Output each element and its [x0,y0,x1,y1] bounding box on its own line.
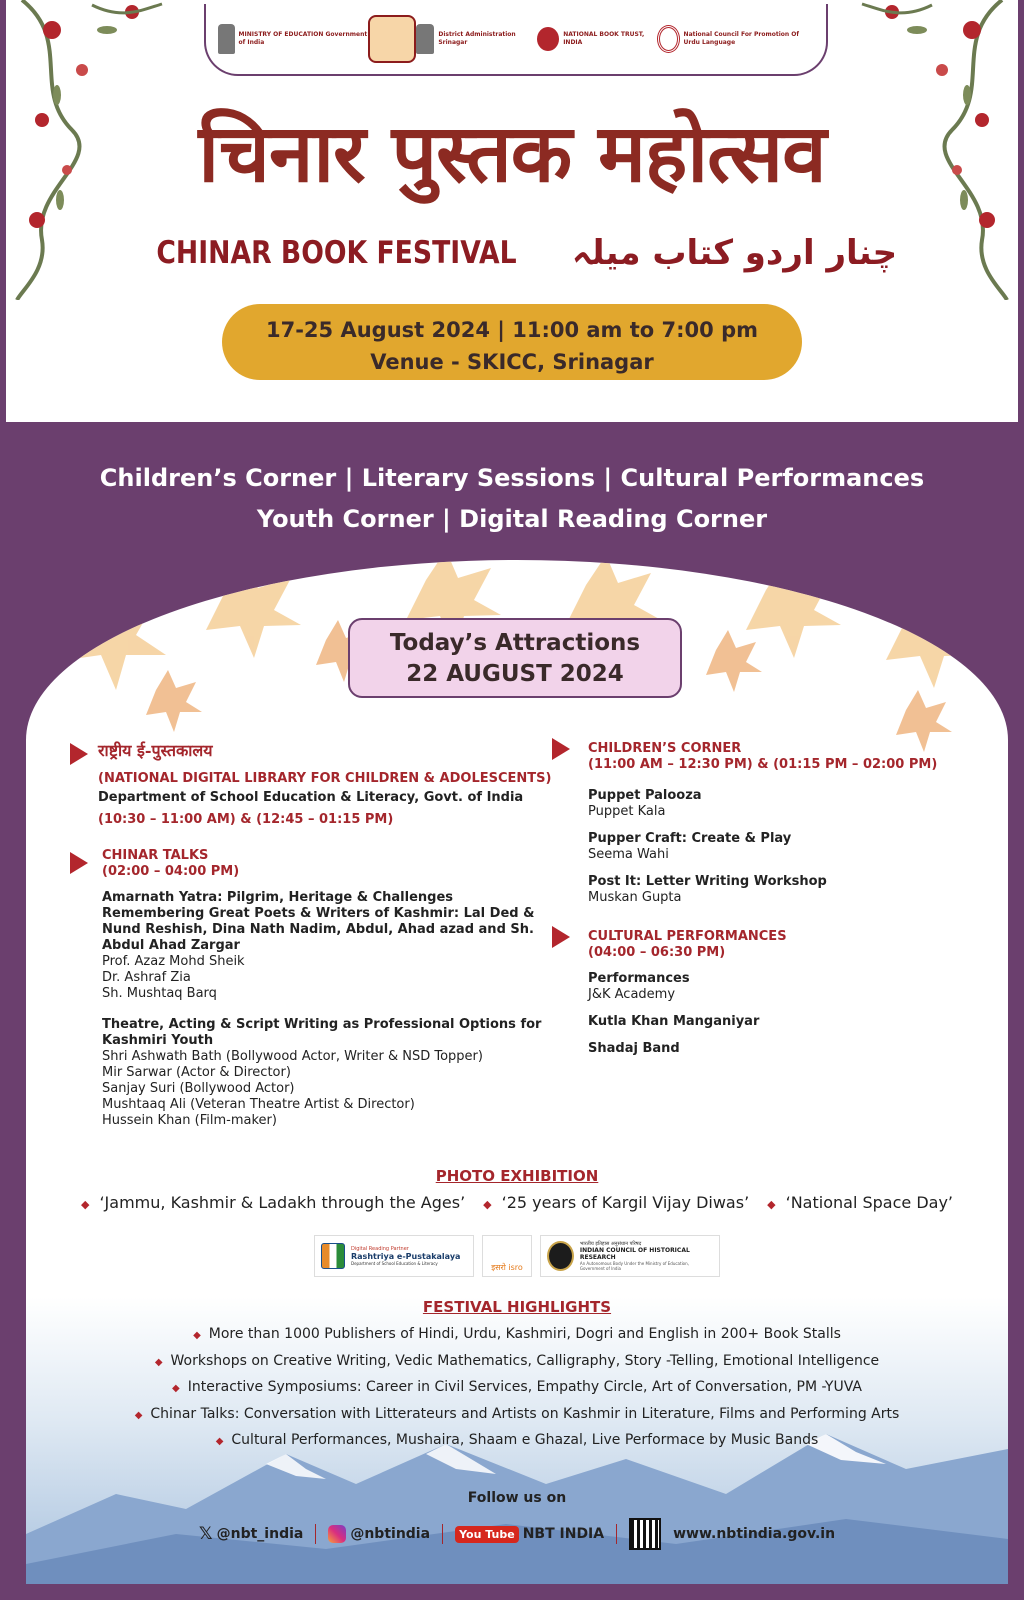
arrow-icon [552,926,570,948]
bullet-icon: ◆ [767,1198,776,1211]
cc-item-2-title: Pupper Craft: Create & Play [588,831,792,846]
ichr-logo: भारतीय इतिहास अनुसंधान परिषद INDIAN COUNCIL OF HISTORICAL RESEARCH An Autonomous Body Under the Ministry of Education, Government of India [540,1235,720,1277]
photo-exhibition-item: ◆ ‘National Space Day’ [767,1193,953,1212]
title-hindi: चिनार पुस्तक महोत्सव [198,106,826,200]
partner-logo-bar [204,4,828,76]
festival-highlights-list [26,1322,1008,1455]
photo-exhibition-list [26,1193,1008,1212]
book-logo-icon [368,15,416,63]
divider [616,1524,617,1544]
cultural-title: CULTURAL PERFORMANCES [588,929,787,944]
youtube-icon: You Tube [455,1526,519,1543]
follow-us-label: Follow us on [467,1490,567,1506]
bullet-icon: ◆ [81,1198,90,1211]
talk-1-title: Amarnath Yatra: Pilgrim, Heritage & Challenges Remembering Great Poets & Writers of Kashmir: Lal Ded & Nund Reshish, Dina Nath Nadim, Abdul, Ahad azad and Sh. Abdul Ahad Zargar [102,890,535,953]
bullet-icon: ◆ [154,1356,163,1368]
features-line-2: Youth Corner | Digital Reading Corner [256,505,768,533]
cc-item-1-title: Puppet Palooza [588,788,702,803]
qr-code-icon [629,1518,661,1550]
bullet-icon: ◆ [483,1198,492,1211]
photo-exhibition-item: ◆ ‘Jammu, Kashmir & Ladakh through the Ages’ [81,1193,466,1212]
x-link[interactable]: 𝕏 @nbt_india [198,1524,304,1544]
ncpul-logo: National Council For Promotion Of Urdu Language [657,25,814,53]
arrow-icon [552,738,570,760]
highlight-item: ◆ Workshops on Creative Writing, Vedic Mathematics, Calligraphy, Story -Telling, Emotional Intelligence [154,1352,880,1369]
ichr-emblem-icon [547,1241,574,1271]
arrow-icon [70,743,88,765]
bullet-icon: ◆ [193,1330,201,1341]
digital-library-time: (10:30 – 11:00 AM) & (12:45 – 01:15 PM) [98,812,394,827]
chinar-talks-time: (02:00 – 04:00 PM) [102,864,240,879]
youtube-link[interactable]: You Tube NBT INDIA [455,1526,604,1543]
cc-item-1-by: Puppet Kala [588,804,666,819]
bullet-icon: ◆ [134,1409,143,1421]
nbt-logo: NATIONAL BOOK TRUST, INDIA [537,27,656,51]
rashtriya-e-pustakalaya-logo: Digital Reading Partner Rashtriya e-Pustakalaya Department of School Education & Literacy [314,1235,474,1277]
photo-exhibition-item: ◆ ‘25 years of Kargil Vijay Diwas’ [483,1193,750,1212]
highlight-item: ◆ Interactive Symposiums: Career in Civil Services, Empathy Circle, Art of Conversation, PM -YUVA [172,1379,862,1395]
festival-highlights-title: FESTIVAL HIGHLIGHTS [422,1298,612,1316]
attractions-title: Today’s Attractions [389,630,641,656]
digital-library-subtitle: (NATIONAL DIGITAL LIBRARY FOR CHILDREN & ADOLESCENTS) [98,771,552,786]
cp-item-1-by: J&K Academy [588,987,676,1002]
cp-item-2-title: Kutla Khan Manganiyar [588,1014,760,1029]
book-icon [321,1243,345,1269]
x-icon: 𝕏 [198,1524,213,1544]
attractions-card [26,560,1008,1584]
divider [442,1524,443,1544]
district-administration-logo: District Administration Srinagar [416,24,537,54]
bullet-icon: ◆ [172,1383,180,1394]
photo-exhibition-title: PHOTO EXHIBITION [435,1167,599,1185]
divider [315,1524,316,1544]
date-time-line: 17-25 August 2024 | 11:00 am to 7:00 pm [265,318,758,342]
partner-logos [314,1235,724,1277]
cp-item-3-title: Shadaj Band [588,1041,680,1056]
ministry-of-education-logo: MINISTRY OF EDUCATION Government of India [218,24,368,54]
website-link[interactable]: www.nbtindia.gov.in [673,1526,836,1542]
cc-item-2-by: Seema Wahi [588,847,669,862]
talk-2-speakers: Shri Ashwath Bath (Bollywood Actor, Writer & NSD Topper) Mir Sarwar (Actor & Director) Sanjay Suri (Bollywood Actor) Mushtaaq Ali (Veteran Theatre Artist & Director) Hussein Khan (Film-maker) [102,1049,483,1128]
chinar-book-festival-logo [368,15,416,63]
national-emblem-icon [416,24,434,54]
todays-attractions-box [348,618,682,698]
nbt-emblem-icon [537,27,559,51]
title-urdu: چنار اردو کتاب میلہ [571,233,898,273]
national-emblem-icon [218,24,235,54]
childrens-corner-time: (11:00 AM – 12:30 PM) & (01:15 PM – 02:00 PM) [588,757,938,772]
childrens-corner-title: CHILDREN’S CORNER [588,741,742,756]
ncpul-emblem-icon [657,25,680,53]
title-row [0,232,1024,273]
instagram-link[interactable]: @nbtindia [328,1525,430,1543]
digital-library-title: राष्ट्रीय ई-पुस्तकालय [98,741,213,760]
talk-1-speakers: Prof. Azaz Mohd Sheik Dr. Ashraf Zia Sh. Mushtaq Barq [102,954,245,1001]
bullet-icon: ◆ [215,1436,224,1447]
cc-item-3-title: Post It: Letter Writing Workshop [588,874,827,889]
cultural-time: (04:00 – 06:30 PM) [588,945,726,960]
highlight-item: ◆ Chinar Talks: Conversation with Litterateurs and Artists on Kashmir in Literature, Films and Performing Arts [134,1405,900,1422]
title-english: CHINAR BOOK FESTIVAL [156,234,517,271]
highlight-item: ◆ Cultural Performances, Mushaira, Shaam e Ghazal, Live Performace by Music Bands [215,1432,819,1448]
talk-2-title: Theatre, Acting & Script Writing as Professional Options for Kashmiri Youth [102,1017,542,1048]
isro-logo: इसरो isro [482,1235,532,1277]
instagram-icon [328,1525,346,1543]
features-line-1: Children’s Corner | Literary Sessions | Cultural Performances [99,464,925,492]
chinar-talks-title: CHINAR TALKS [102,848,209,863]
social-links [26,1518,1008,1550]
date-venue-pill [222,304,802,380]
digital-library-dept: Department of School Education & Literacy, Govt. of India [98,790,524,805]
cc-item-3-by: Muskan Gupta [588,890,682,905]
venue-line: Venue - SKICC, Srinagar [370,350,654,374]
arrow-icon [70,852,88,874]
highlight-item: ◆ More than 1000 Publishers of Hindi, Urdu, Kashmiri, Dogri and English in 200+ Book Stalls [193,1326,841,1342]
cp-item-1-title: Performances [588,971,690,986]
attractions-date: 22 AUGUST 2024 [406,661,624,687]
